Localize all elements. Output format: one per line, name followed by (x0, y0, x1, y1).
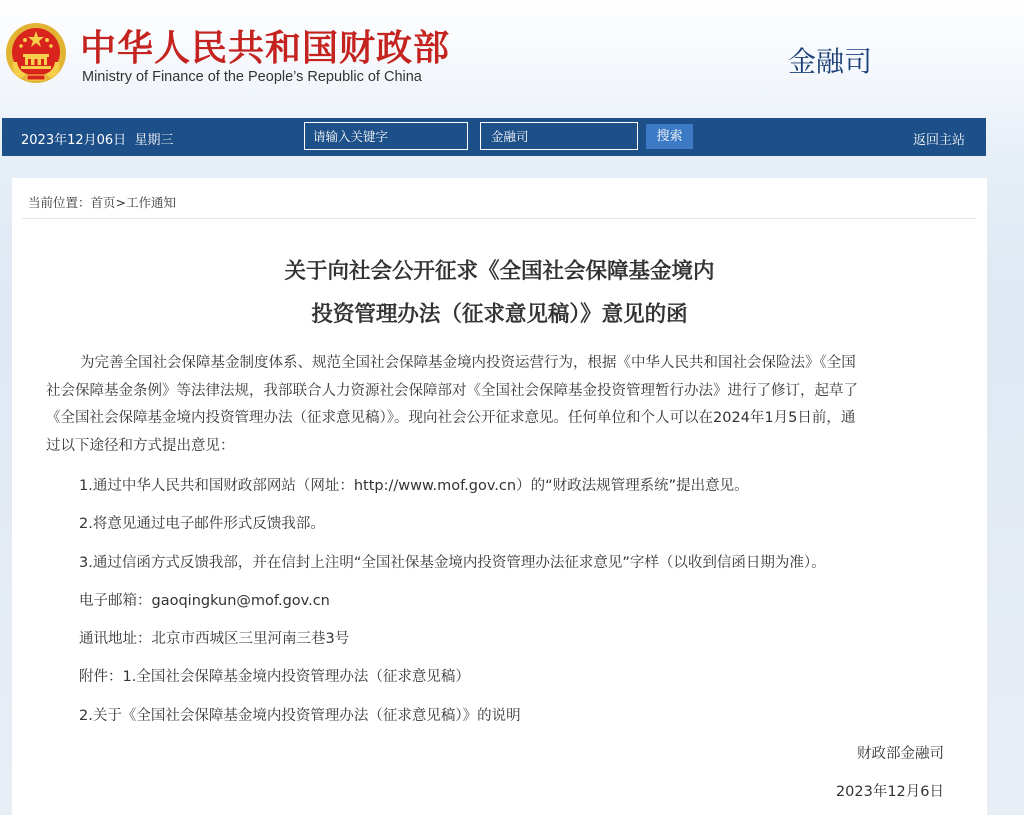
breadcrumb-separator: > (115, 195, 127, 210)
current-date (21, 129, 173, 148)
article-title-line1: 关于向社会公开征求《全国社会保障基金境内 (284, 259, 715, 284)
article-title-line2: 投资管理办法（征求意见稿）》意见的函 (311, 302, 688, 327)
breadcrumb-divider (22, 218, 976, 219)
contact-email: 电子邮箱：gaoqingkun@mof.gov.cn (79, 593, 330, 609)
method-item-letter: 3.通过信函方式反馈我部，并在信封上注明“全国社保基金境内投资管理办法征求意见”字样（以收到信函日期为准）。 (79, 555, 826, 571)
method-item-website: 1.通过中华人民共和国财政部网站（网址：http://www.mof.gov.cn）的“财政法规管理系统”提出意见。 (79, 478, 749, 494)
breadcrumb (28, 193, 176, 211)
national-emblem-icon[interactable] (5, 22, 67, 84)
attachment-link-2[interactable]: 2.关于《全国社会保障基金境内投资管理办法（征求意见稿）》的说明 (79, 708, 521, 724)
department-name[interactable]: 金融司 (788, 45, 873, 78)
date-text: 2023年12月06日 (21, 133, 127, 148)
signature-date: 2023年12月6日 (835, 784, 944, 800)
breadcrumb-prefix: 当前位置： (28, 195, 91, 210)
search-button[interactable]: 搜索 (646, 124, 693, 149)
breadcrumb-home-link[interactable]: 首页 (90, 195, 116, 210)
method-item-email: 2.将意见通过电子邮件形式反馈我部。 (79, 516, 325, 532)
contact-address: 通讯地址：北京市西城区三里河南三巷3号 (79, 631, 350, 647)
weekday-text: 星期三 (134, 133, 174, 148)
article-intro-paragraph (46, 350, 946, 460)
signature: 财政部金融司 (857, 746, 944, 762)
site-header (0, 0, 1024, 118)
return-home-link[interactable]: 返回主站 (913, 133, 966, 148)
site-title-en[interactable]: Ministry of Finance of the People’s Republic of China (82, 69, 422, 85)
search-scope-field[interactable] (480, 122, 638, 150)
search-input[interactable] (304, 122, 468, 150)
paragraph-line: 过以下途径和方式提出意见： (46, 437, 235, 454)
paragraph-line: 《全国社会保障基金境内投资管理办法（征求意见稿）》。现向社会公开征求意见。任何单位和个人可以在2024年1月5日前，通 (46, 410, 856, 426)
top-nav-bar (2, 118, 986, 156)
paragraph-line: 为完善全国社会保障基金制度体系、规范全国社会保障基金境内投资运营行为，根据《中华人民共和国社会保险法》《全国 (80, 355, 856, 371)
paragraph-line: 社会保障基金条例》等法律法规，我部联合人力资源社会保障部对《全国社会保障基金投资管理暂行办法》进行了修订，起草了 (46, 382, 858, 399)
attachment-link-1[interactable]: 附件：1.全国社会保障基金境内投资管理办法（征求意见稿） (79, 669, 470, 685)
breadcrumb-current[interactable]: 工作通知 (126, 195, 177, 210)
site-title-cn[interactable]: 中华人民共和国财政部 (80, 28, 451, 69)
article-panel (12, 178, 987, 815)
